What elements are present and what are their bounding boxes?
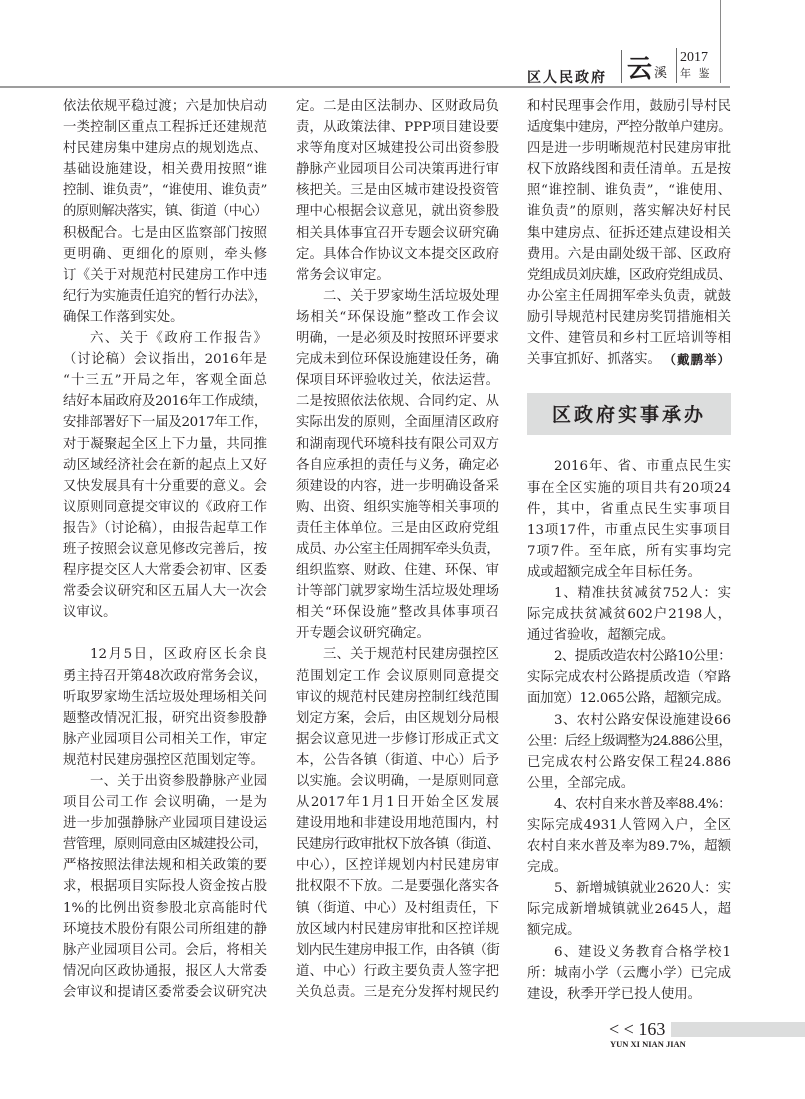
text-line: 开专题会议研究确定。 [296, 626, 430, 642]
text-line: 7项7件。至年底，所有实事均完 [527, 543, 731, 559]
text-line: （讨论稿）会议指出，2016年是 [63, 352, 267, 368]
text-line: 议审议。 [63, 605, 117, 621]
text-line: 2、提质改造农村公路10公里： [554, 649, 731, 665]
text-line: 理中心根据会议意见，就出资参股 [296, 204, 499, 220]
text-line [527, 349, 731, 370]
text-line: 情况向区政协通报，报区人大常委 [63, 963, 267, 979]
text-line: 一类控制区重点工程拆迁还建规范 [63, 120, 267, 136]
text-line: 议原则同意提交审议的《政府工作 [63, 499, 267, 515]
text-line: 静脉产业园项目公司决策再进行审 [296, 162, 499, 178]
text-line: 报告》（讨论稿），由报告起草工作 [63, 520, 267, 536]
text-line: 实际完成农村公路提质改造（窄路 [527, 670, 731, 686]
text-line: 励引导规范村民建房奖罚措施相关 [527, 309, 731, 325]
text-line: 成员、办公室主任周拥军牵头负责， [296, 541, 499, 557]
header-rule [0, 86, 730, 88]
text-line: 依法依规平稳过渡；六是加快启动 [63, 99, 267, 114]
text-line: 又快发展具有十分重要的意义。会 [63, 478, 267, 494]
text-line: 关负总责。三是充分发挥村规民约 [296, 984, 499, 1000]
text-line: 际完成扶贫减贫602户2198人， [527, 607, 731, 623]
text-line: 动区域经济社会在新的起点上又好 [63, 457, 267, 473]
text-line: 题整改情况汇报，研究出资参股静 [63, 710, 267, 726]
text-line: 村民建房集中建房点的规划选点、 [63, 141, 267, 157]
text-line: 据会议意见进一步修订形成正式文 [296, 731, 499, 747]
logo-character-yun: 云 [627, 54, 653, 83]
text-line: 以实施。会议明确，一是原则同意 [296, 774, 499, 789]
text-line: 脉产业园项目公司。会后，将相关 [63, 942, 267, 958]
text-line: 勇主持召开第48次政府常务会议， [63, 668, 267, 684]
text-line: 1%的比例出资参股北京高能时代 [63, 900, 267, 916]
yearbook-label: 年 鉴 [680, 67, 712, 80]
text-line: 中心），区控详规划内村民建房审 [296, 858, 499, 874]
text-line: 基础设施建设，相关费用按照“谁 [63, 162, 267, 178]
text-line: 4、农村自来水普及率88.4%： [554, 796, 731, 812]
text-line: 权下放路线图和责任清单。五是按 [527, 162, 731, 178]
text-line: 须建设的内容，进一步明确设备采 [296, 478, 499, 494]
text-line: 营管理，原则同意由区城建投公司， [63, 837, 267, 853]
text-line: 完成。 [527, 860, 568, 876]
page-folio [609, 1019, 665, 1039]
text-line: 一、关于出资参股静脉产业园 [90, 774, 267, 789]
text-line: 建设，秋季开学已投人使用。 [527, 986, 702, 1002]
paragraph [527, 794, 731, 878]
text-line: 本，公告各镇（街道、中心）后予 [296, 752, 499, 768]
text-line: 组织监察、财政、住建、环保、审 [296, 563, 499, 579]
text-line: 划定方案，会后，由区规划分局根 [296, 710, 499, 726]
text-line: “十三五”开局之年，客观全面总 [63, 373, 267, 389]
text-line: 2016年、省、市重点民生实 [554, 459, 731, 475]
paragraph [527, 456, 731, 583]
text-line: 三、关于规范村民建房强控区 [323, 647, 499, 663]
text-line: 纪行为实施责任追究的暂行办法》， [63, 288, 267, 304]
text-line: 进一步加强静脉产业园项目建设运 [63, 816, 267, 832]
text-line: 5、新增城镇就业2620人：实 [554, 881, 731, 897]
text-line: 听取罗家坳生活垃圾处理场相关问 [63, 689, 267, 705]
text-line: 规范村民建房强控区范围划定等。 [63, 752, 264, 768]
text-line: 明确，一是必须及时按照环评要求 [296, 331, 499, 347]
text-line: 谁负责”的原则，落实解决好村民 [527, 204, 731, 220]
text-line: 12月5日，区政府区长余良 [90, 647, 267, 663]
text-line: 文件、建管员和乡村工匠培训等相 [527, 331, 731, 347]
text-line-content: 关事宜抓好、抓落实。 [527, 352, 661, 368]
running-head-section: 区人民政府 [527, 70, 607, 86]
text-line: 各自应承担的责任与义务，确定必 [296, 457, 499, 473]
text-line: 会审议和提请区委常委会议研究决 [63, 984, 267, 1000]
folio-arrows: < < [609, 1019, 634, 1039]
text-line: 二、关于罗家坳生活垃圾处理 [323, 288, 499, 304]
text-line: 相关“环保设施”整改具体事项召 [296, 605, 499, 621]
text-line: 已完成农村公路安保工程24.886 [527, 754, 731, 770]
text-line: 求等角度对区城建投公司出资参股 [296, 141, 499, 157]
text-line: 确保工作落到实处。 [63, 309, 184, 325]
text-line: 和村民理事会作用，鼓励引导村民 [527, 99, 731, 114]
text-line: 班子按照会议意见修改完善后，按 [63, 541, 267, 557]
text-line: 6、建设义务教育合格学校1 [554, 944, 731, 960]
text-line: 和湖南现代环境科技有限公司双方 [296, 436, 499, 452]
text-line: 从2017年1月1日开始全区发展 [296, 795, 499, 811]
text-column-right [527, 96, 731, 1005]
text-line: 责任主体单位。三是由区政府党组 [296, 520, 499, 536]
text-line: 所：城南小学（云鹰小学）已完成 [527, 965, 731, 981]
text-line: 二是按照依法依规、合同约定、从 [296, 394, 499, 410]
text-line: 程序提交区人大常委会初审、区委 [63, 563, 267, 579]
text-line: 的原则解决落实，镇、街道（中心） [63, 204, 267, 220]
text-line: 结好本届政府及2016年工作成绩， [63, 394, 267, 410]
text-line: 公里，全部完成。 [527, 775, 635, 791]
text-line: 脉产业园项目公司相关工作，审定 [63, 731, 267, 747]
text-line: 集中建房点、征拆还建点建设相关 [527, 225, 731, 241]
text-line: 项目公司工作 会议明确，一是为 [63, 795, 267, 811]
text-line: 审议的规范村民建房控制红线范围 [296, 689, 499, 705]
text-line: 责，从政策法律、PPP项目建设要 [296, 120, 499, 136]
text-line: 范围划定工作 会议原则同意提交 [296, 668, 499, 684]
author-signature: （戴鹏举） [663, 352, 731, 368]
text-line: 定。二是由区法制办、区财政局负 [296, 99, 499, 114]
text-line: 六、关于《政府工作报告》 [90, 331, 267, 347]
text-line: 民建房行政审批权下放各镇（街道、 [296, 837, 499, 853]
text-line: 严格按照法律法规和相关政策的要 [63, 858, 267, 874]
text-line: 事在全区实施的项目共有20项24 [527, 480, 731, 496]
text-line: 3、农村公路安保设施建设66 [554, 712, 731, 728]
text-line: 成或超额完成全年目标任务。 [527, 564, 702, 580]
text-line: 安排部署好下一届及2017年工作， [63, 415, 267, 431]
text-column-middle [296, 96, 499, 1003]
text-line: 实际出发的原则，全面厘清区政府 [296, 415, 499, 431]
header-vertical-rule [720, 0, 721, 83]
paragraph [527, 942, 731, 1005]
text-line: 放区域内村民建房审批和区控详规 [296, 921, 499, 937]
text-line: 环境技术股份有限公司所组建的静 [63, 921, 267, 937]
text-line: 四是进一步明晰规范村民建房审批 [527, 141, 731, 157]
paragraph [63, 771, 267, 1003]
text-line: 定。具体合作协议文本提交区政府 [296, 246, 499, 262]
text-column-left [63, 96, 267, 1003]
text-line: 13项17件，市重点民生实事项目 [527, 522, 731, 538]
text-line: 面加宽）12.065公路，超额完成。 [527, 691, 730, 707]
text-line: 批权限不下放。二是要强化落实各 [296, 879, 499, 895]
section-heading: 区政府实事承办 [527, 393, 731, 435]
text-line: 控制、谁负责”，“谁使用、谁负责” [63, 183, 267, 199]
text-line: 件，其中，省重点民生实事项目 [527, 501, 731, 517]
text-line: 划内民生建房申报工作，由各镇（街 [296, 942, 499, 958]
text-line: 农村自来水普及率为89.7%，超额 [527, 839, 731, 855]
text-line: 积极配合。七是由区监察部门按照 [63, 225, 267, 241]
paragraph [527, 646, 731, 709]
text-line: 1、精准扶贫减贫752人：实 [554, 585, 731, 601]
text-line: 实际完成4931人管网入户，全区 [527, 818, 731, 833]
text-line: 党组成员刘庆雄，区政府党组成员、 [527, 267, 731, 283]
text-line: 订《关于对规范村民建房工作中违 [63, 267, 267, 283]
text-line: 相关具体事宜召开专题会议研究确 [296, 225, 499, 241]
text-line: 办公室主任周拥军牵头负责，就鼓 [527, 288, 731, 304]
header-divider [621, 50, 622, 83]
text-line: 际完成新增城镇就业2645人，超 [527, 902, 731, 918]
text-line: 常委会议研究和区五届人大一次会 [63, 584, 267, 600]
paragraph [63, 96, 267, 328]
yearbook-year: 2017 [680, 50, 708, 65]
text-line: 道、中心）行政主要负责人签字把 [296, 963, 499, 979]
paragraph [296, 96, 499, 286]
paragraph-gap [63, 623, 267, 644]
text-line: 购、出资、组织实施等相关事项的 [296, 499, 499, 515]
paragraph [296, 286, 499, 645]
paragraph [527, 583, 731, 646]
text-line: 更明确、更细化的原则，牵头修 [63, 246, 267, 262]
paragraph [296, 644, 499, 1003]
text-line: 完成未到位环保设施建设任务，确 [296, 352, 499, 368]
yearbook-romanized-title: YUN XI NIAN JIAN [610, 1039, 686, 1049]
header-divider [676, 48, 677, 83]
text-line: 对于凝聚起全区上下力量，共同推 [63, 436, 267, 452]
paragraph [63, 644, 267, 771]
text-line: 费用。六是由副处级干部、区政府 [527, 246, 731, 262]
text-line: 场相关“环保设施”整改工作会议 [296, 309, 499, 325]
text-line: 求，根据项目实际投人资金按占股 [63, 879, 267, 895]
paragraph [527, 96, 731, 370]
text-line: 公里：后经上级调整为24.886公里， [527, 733, 731, 749]
text-line: 计等部门就罗家坳生活垃圾处理场 [296, 584, 499, 600]
text-line: 常务会议审定。 [296, 267, 390, 283]
text-line: 核把关。三是由区城市建设投资管 [296, 183, 499, 199]
paragraph [63, 328, 267, 623]
text-line: 镇（街道、中心）及村组责任，下 [296, 900, 499, 916]
folio-bar [671, 1022, 805, 1037]
text-line: 保项目环评验收过关，依法运营。 [296, 373, 499, 389]
text-line: 照“谁控制、谁负责”，“谁使用、 [527, 183, 731, 199]
text-line: 通过省验收，超额完成。 [527, 628, 675, 644]
paragraph [527, 878, 731, 941]
text-line: 额完成。 [527, 923, 581, 939]
text-line: 适度集中建房，严控分散单户建房。 [527, 120, 731, 136]
logo-character-xi: 溪 [654, 66, 668, 81]
page-number: 163 [638, 1019, 666, 1039]
paragraph [527, 710, 731, 794]
text-line: 建设用地和非建设用地范围内，村 [296, 816, 499, 832]
